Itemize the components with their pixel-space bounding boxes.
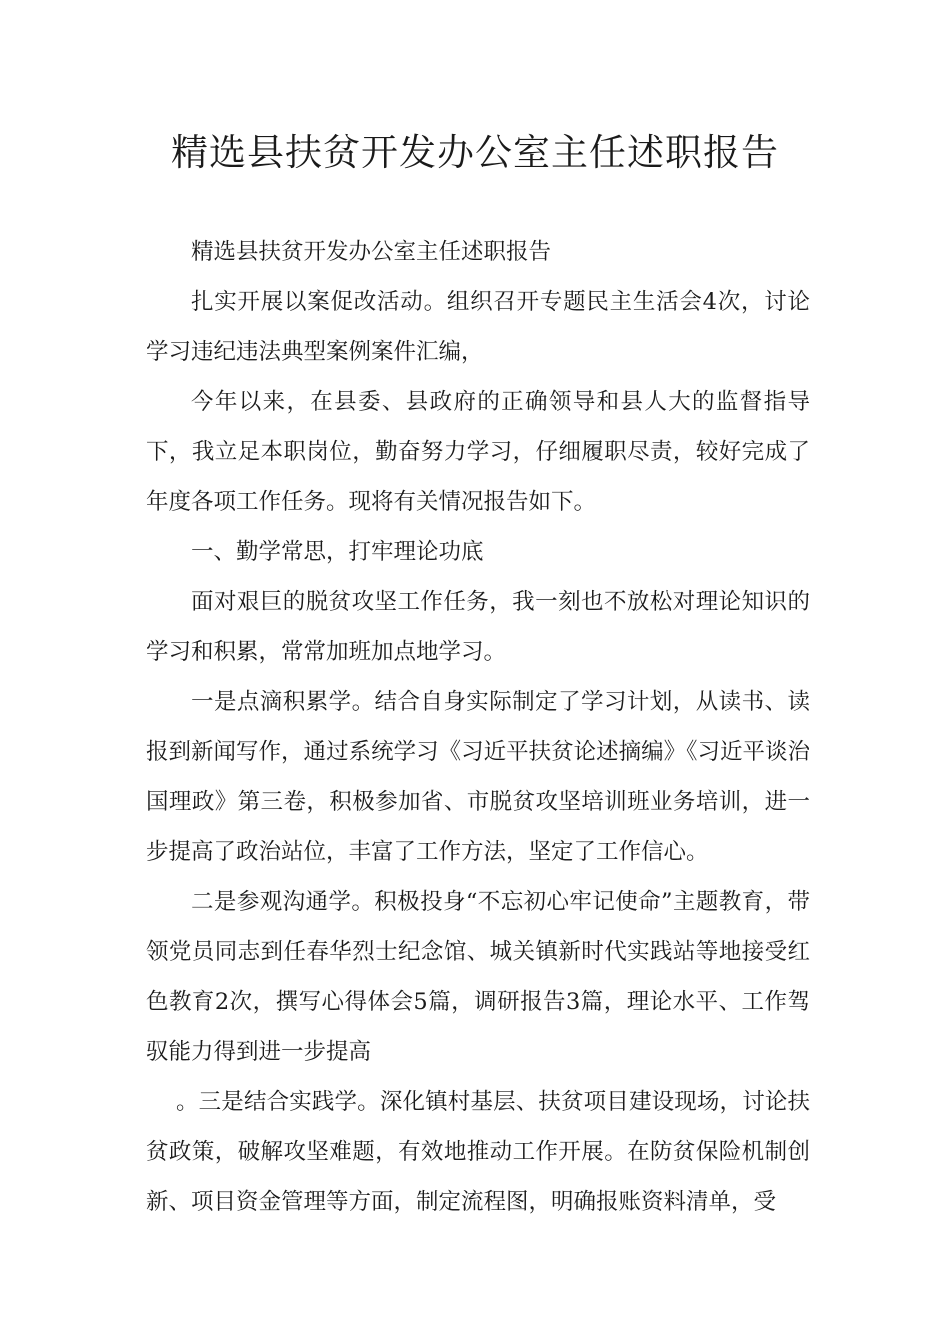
paragraph: 一是点滴积累学。结合自身实际制定了学习计划，从读书、读报到新闻写作，通过系统学习《习近平扶贫论述摘编》《习近平谈治国理政》第三卷，积极参加省、市脱贫攻坚培训班业务培训，进一步提高了政治站位，丰富了工作方法，坚定了工作信心。 bbox=[146, 689, 810, 865]
paragraph: 。三是结合实践学。深化镇村基层、扶贫项目建设现场，讨论扶贫政策，破解攻坚难题，有效地推动工作开展。在防贫保险机制创新、项目资金管理等方面，制定流程图，明确报账资料清单，受 bbox=[146, 1089, 810, 1215]
paragraph: 面对艰巨的脱贫攻坚工作任务，我一刻也不放松对理论知识的学习和积累，常常加班加点地学习。 bbox=[146, 589, 810, 665]
paragraph: 二是参观沟通学。积极投身“不忘初心牢记使命”主题教育，带领党员同志到任春华烈士纪念馆、城关镇新时代实践站等地接受红色教育2次，撰写心得体会5篇，调研报告3篇，理论水平、工作驾驭能力得到进一步提高 bbox=[146, 889, 810, 1065]
document-body bbox=[146, 227, 810, 1227]
paragraph: 扎实开展以案促改活动。组织召开专题民主生活会4次，讨论学习违纪违法典型案例案件汇编， bbox=[146, 289, 810, 365]
paragraph-subtitle: 精选县扶贫开发办公室主任述职报告 bbox=[191, 239, 552, 265]
section-heading: 一、勤学常思，打牢理论功底 bbox=[191, 539, 484, 565]
document-title: 精选县扶贫开发办公室主任述职报告 bbox=[171, 131, 779, 174]
paragraph: 今年以来，在县委、县政府的正确领导和县人大的监督指导下，我立足本职岗位，勤奋努力学习，仔细履职尽责，较好完成了年度各项工作任务。现将有关情况报告如下。 bbox=[146, 389, 810, 515]
